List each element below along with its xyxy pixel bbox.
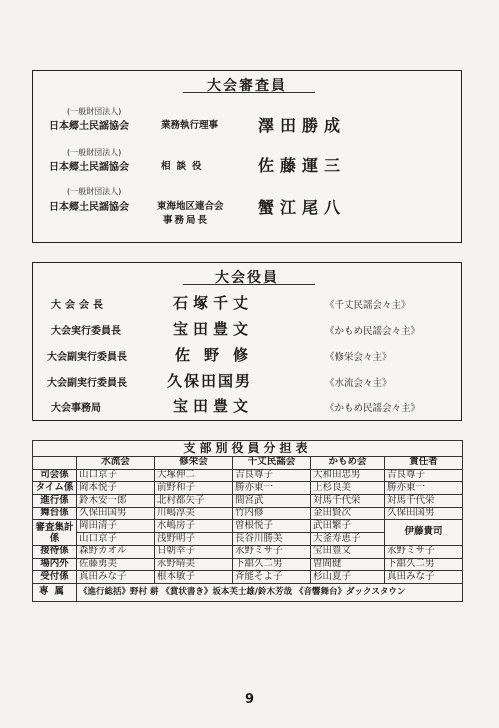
cell: 日朝幸子 [155,545,233,558]
cell: 永野晴美 [155,558,233,571]
officer-1-name: 石塚千丈 [173,294,254,312]
cell: 斉能そよ子 [233,571,311,584]
officer-3-name: 佐野修 [175,346,263,364]
cell: 永野ミサ子 [233,545,311,558]
cell: 宝田豊文 [311,545,385,558]
table-row [33,469,463,482]
cell: 大和田忠男 [311,469,385,482]
judges-title: 大会審査員 [207,78,287,94]
cell: 武田繁子 [311,520,385,533]
row-label: 受付係 [33,571,77,584]
officers-box [32,262,462,421]
cell: 大釜寿恵子 [311,533,385,546]
dept-duty-table [32,440,463,602]
cell: 杉山夏子 [311,571,385,584]
cell: 真田みな子 [77,571,155,584]
header-group: 修栄会 [155,456,233,469]
special-staff-note: 《進行総括》野村 耕 《賞状書き》坂本芙士雄/鈴木芳哉 《音響舞台》ダックスタウン [77,583,463,601]
cell: 岡田清子 [77,520,155,533]
cell-responsible: 伊藤貴司 [385,520,463,545]
cell: 曽根悦子 [233,520,311,533]
cell: 勝亦東一 [233,482,311,495]
judge-1-role: 業務執行理事 [161,120,219,131]
officer-5-role: 大会事務局 [51,403,101,414]
judge-1-name: 澤田勝成 [258,116,347,135]
cell: 大塚伸二 [155,469,233,482]
cell: 北村都矢子 [155,494,233,507]
cell: 山口京子 [77,533,155,546]
officers-title: 大会役員 [215,270,279,286]
cell: 鈴木安一郎 [77,494,155,507]
judge-2-org: 日本郷土民謡協会 [49,162,129,173]
cell: 真田みな子 [385,571,463,584]
judge-3-name: 蟹江尾八 [258,198,347,217]
cell: 吉良尊子 [233,469,311,482]
page-number: 9 [244,692,255,707]
cell: 長谷川勝美 [233,533,311,546]
cell: 下舘久二男 [233,558,311,571]
header-group: 千丈民謡会 [233,456,311,469]
table-row [33,482,463,495]
cell: 根本敏子 [155,571,233,584]
cell: 佐藤勇美 [77,558,155,571]
officer-2-name: 宝田豊文 [173,320,254,338]
officers-title-underline [183,284,315,285]
table-header-row [33,456,463,469]
officer-3-assoc: 《修栄会々主》 [325,352,392,363]
row-label: 審査集計係 [33,520,77,545]
cell: 竹内修 [233,507,311,520]
row-label: 場内外 [33,558,77,571]
table-row [33,520,463,533]
cell: 前野和子 [155,482,233,495]
judge-3-org: 日本郷土民謡協会 [49,202,129,213]
judge-1-org: 日本郷土民謡協会 [49,121,129,132]
cell: 浅野明子 [155,533,233,546]
cell: 吉良尊子 [385,469,463,482]
table-title-row [33,441,463,457]
judge-1-prefix: (一般財団法人) [67,107,122,116]
header-group: かもめ会 [311,456,385,469]
row-label: 司会係 [33,469,77,482]
cell: 川嶋淳美 [155,507,233,520]
cell: 勝亦東一 [385,482,463,495]
cell: 下舘久二男 [385,558,463,571]
cell: 金田賢次 [311,507,385,520]
header-group: 水流会 [77,456,155,469]
table-row-special [33,583,463,601]
header-group: 責任者 [385,456,463,469]
judge-2-prefix: (一般財団法人) [67,148,122,157]
officer-1-assoc: 《千丈民謡会々主》 [325,300,411,311]
judge-3-role: 東海地区連合会 [157,201,224,212]
row-label: 専属 [33,583,77,601]
officer-5-assoc: 《かもめ民謡会々主》 [325,403,421,414]
officer-4-role: 大会副実行委員長 [47,378,127,389]
cell: 曽間健 [311,558,385,571]
judges-box [32,70,462,243]
officer-1-role: 大会会長 [51,300,107,311]
cell: 対馬千代栄 [311,494,385,507]
table-row [33,545,463,558]
cell: 岡本悦子 [77,482,155,495]
officer-2-role: 大会実行委員長 [51,326,121,337]
cell: 上杉良美 [311,482,385,495]
judge-2-name: 佐藤運三 [258,156,347,175]
cell: 山口京子 [77,469,155,482]
row-label: 接待係 [33,545,77,558]
cell: 間宮武 [233,494,311,507]
row-label: タイム係 [33,482,77,495]
judge-2-role: 相談役 [161,161,208,172]
officer-4-name: 久保田国男 [167,372,253,390]
judge-3-role2: 事務局長 [163,215,210,226]
table-row [33,507,463,520]
cell: 永野ミサ子 [385,545,463,558]
dept-table-title: 支部別役員分担表 [33,441,463,457]
officer-4-assoc: 《水流会々主》 [325,378,392,389]
cell: 水嶋房子 [155,520,233,533]
cell: 対馬千代栄 [385,494,463,507]
row-label: 進行係 [33,494,77,507]
header-blank [33,456,77,469]
officer-3-role: 大会副実行委員長 [47,352,127,363]
cell: 久保田国男 [385,507,463,520]
table-row [33,494,463,507]
table-row [33,558,463,571]
cell: 森野カオル [77,545,155,558]
judges-title-underline [183,92,315,93]
judge-3-prefix: (一般財団法人) [67,187,122,196]
officer-2-assoc: 《かもめ民謡会々主》 [325,326,421,337]
officer-5-name: 宝田豊文 [173,397,254,415]
row-label: 舞台係 [33,507,77,520]
table-row [33,571,463,584]
cell: 久保田国男 [77,507,155,520]
